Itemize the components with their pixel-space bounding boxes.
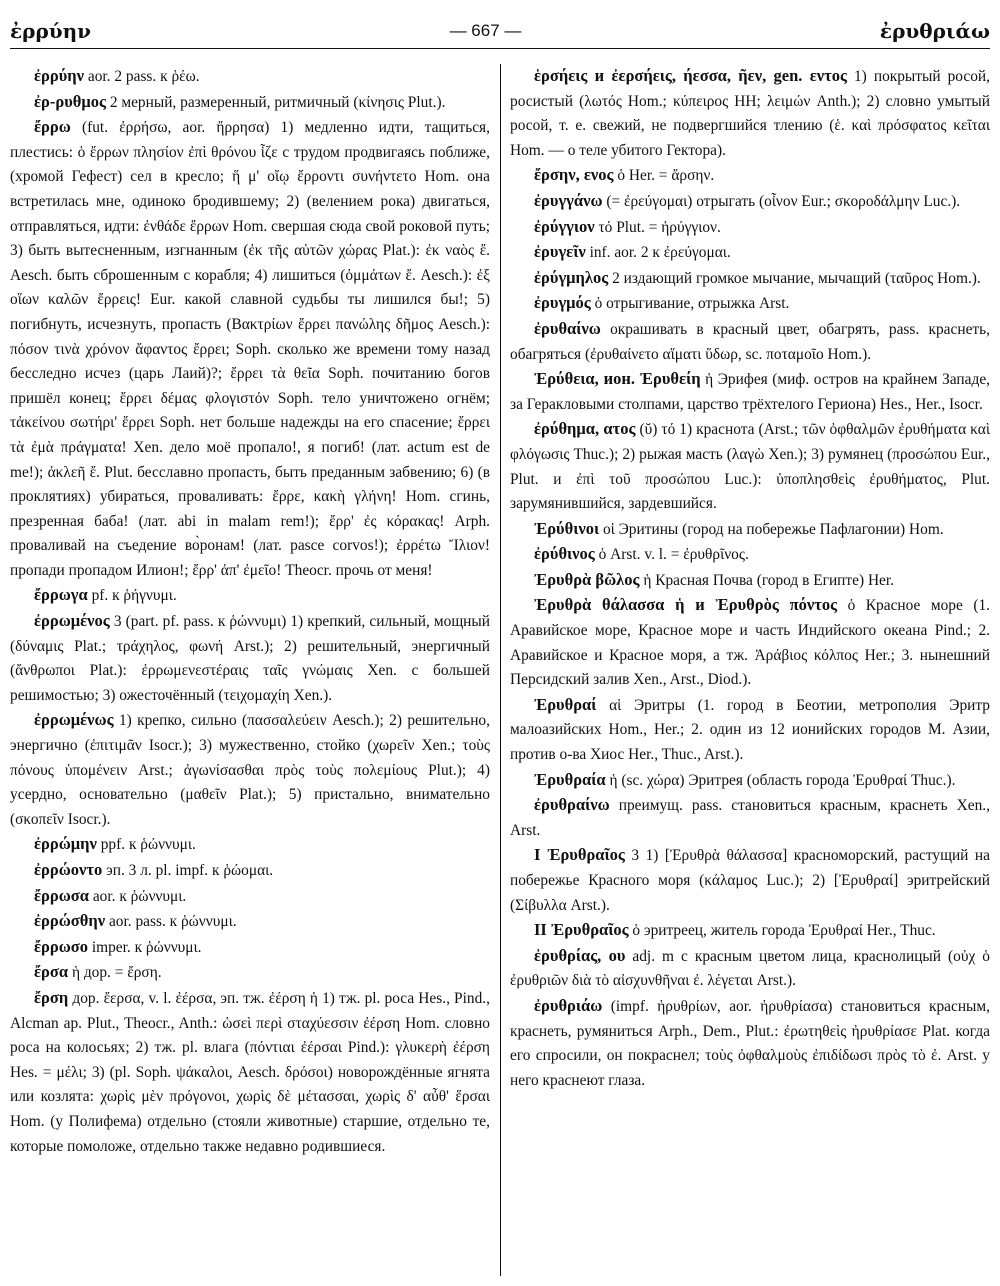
dictionary-entry	[510, 64, 990, 163]
dictionary-entry	[510, 517, 990, 543]
entry-lemma: ἔρσα	[34, 962, 69, 982]
entry-lemma: ἐρυθρίας, ου	[534, 945, 626, 965]
entry-definition: adj. m с красным цветом лица, краснолицый (οὐχ ὁ ἐρυθριῶν διὰ τὸ αἰσχυνθῆναι ἐ. λέγεται Arst.).	[510, 947, 990, 990]
entry-lemma: ἐρρώμην	[34, 834, 97, 854]
entry-definition: ὁ Arst. v. l. = ἐρυθρῖνος.	[598, 546, 749, 564]
entry-definition: 2 мерный, размеренный, ритмичный (κίνησις Plut.).	[109, 93, 446, 111]
entry-lemma: ἐρύθινος	[534, 544, 595, 564]
entry-lemma: II Ἐρυθραῖος	[534, 920, 629, 940]
entry-lemma: ἐρρώοντο	[34, 860, 103, 879]
entry-definition: 1) покрытый росой, росистый (λωτός Hom.; κύπειρος HH; λειμών Anth.); 2) словно умытый росой, т. е. свежий, не подвергшийся тлению (ἑ. καὶ πρόσφατος κεῖται Hom. — о теле убитого Гектора).	[510, 68, 990, 159]
left-column	[10, 64, 490, 1282]
entry-lemma: ἐρύγμηλος	[534, 267, 609, 287]
entry-lemma: ἐρύγγιον	[534, 216, 595, 236]
entry-lemma: Ἐρυθραί	[534, 694, 597, 714]
entry-definition: ὁ эритреец, житель города Ἐρυθραί Her., Thuc.	[632, 922, 936, 940]
entry-definition: τό Plut. = ἠρύγγιον.	[598, 218, 721, 236]
dictionary-entry	[510, 240, 990, 266]
entry-definition: (fut. ἐρρήσω, aor. ἤρρησα) 1) медленно идти, тащиться, плестись: ὁ ἔρρων πλησίον ἐπὶ θρόνου ἷζε с трудом продвигаясь поближе, (хромой Гефест) сел в кресло; ἥ μ' οἴῳ ἔρροντι συνήντετο Hom. она встретилась мне, одиноко бродившему; 2) (велением рока) двигаться, отправляться, идти: ἐνθάδε ἔρρων Hom. свершая сюда свой роковой путь; 3) быть вытесненным, изгнанным (ἐκ τῆς αὑτῶν χώρας Plat.): ἐκ ναὸς ἔ. Aesch. быть сброшенным с корабля; 4) лишиться (ὀμμάτων ἔ. Aesch.): ἐξ οἵων καλῶν ἔρρεις! Eur. какой славной судьбы ты лишился бы!; 5) погибнуть, исчезнуть, пропасть (Βακτρίων ἔρρει πανώλης δῆμος Aesch.): πόσον τινὰ χρόνον ἄφαντος ἔρρει; Soph. сколько же времени тому назад бесследно исчез (царь Лаий)?; ἔρρει τὰ θεῖα Soph. почитанию богов пришёл конец; ἔρρει δέμας φλογιστόν Soph. тело уничтожено огнём; τἀκείνου σωτήρι' ἔρρει Soph. нет больше надежды на его спасение; ἔρρει τὰ ἐμὰ πράγματα! Xen. дело моё пропало!, я погиб! (лат. actum est de me!); ἀκλεῆ ἔ. Plut. бесславно пропасть, быть преданным забвению; 6) (в проклятиях) убираться, проваливать: ἔρρε, κακὴ γλήνη! Hom. сгинь, презренная баба! (лат. abi in malam rem!); ἔρρ' ἐς κόρακας! Arph. проваливай на съедение во̀ронам! (лат. pasce corvos!); ἐρρέτω Ἴλιον! пропади пропадом Илион!; ἔρρ' ἀπ' ἐμεῖο! Theocr. прочь от меня!	[10, 119, 490, 579]
entry-definition: ἡ дор. = ἔρση.	[71, 964, 162, 982]
dictionary-entry	[10, 64, 490, 90]
entry-definition: ὁ Красное море (1. Аравийское море, Красное море и часть Индийского океана Pind.; 2. Аравийское и Красное моря, а тж. Ἀράβιος κόλπος Her.; 3. нынешний Персидский залив Xen., Arst., Diod.).	[510, 597, 990, 689]
entry-definition: 3 (part. pf. pass. к ῥώννυμι) 1) крепкий, сильный, мощный (δύναμις Plat.; τράχηλος, φωνή Arst.); 2) решительный, энергичный (ἄνθρωποι Plat.): ἐρρωμενεστέραις ταῖς γνώμαις Xen. с большей решимостью; 3) ожесточённый (τειχομαχίη Xen.).	[10, 613, 490, 704]
entry-lemma: Ἐρυθραία	[534, 769, 606, 789]
entry-lemma: ἐρυγμός	[534, 293, 591, 313]
dictionary-entry	[510, 944, 990, 994]
entry-definition: окрашивать в красный цвет, обагрять, pass. краснеть, обагряться (ἐρυθαίνετο αἵματι ὕδωρ, sc. ποταμοῖο Hom.).	[510, 320, 990, 363]
dictionary-entry	[510, 215, 990, 241]
entry-lemma: ἐρύθημα, ατος	[534, 419, 636, 439]
dictionary-entry	[10, 960, 490, 986]
entry-definition: ppf. к ῥώννυμι.	[100, 836, 196, 854]
dictionary-entry	[510, 843, 990, 918]
entry-definition: οἱ Эритины (город на побережье Пафлагонии) Hom.	[602, 520, 944, 538]
entry-lemma: ἔρρωγα	[34, 585, 88, 605]
dictionary-entry	[510, 163, 990, 189]
entry-definition: 1) крепко, сильно (πασσαλεύειν Aesch.); 2) решительно, энергично (ἐπιτιμᾶν Isocr.); 3) мужественно, стойко (χωρεῖν Xen.; τοὺς πόνους ὑπομένειν Arst.; ἀγωνίσασθαι πρὸς τοὺς πολεμίους Plut.); 4) усердно, основательно (μαθεῖν Plat.); 5) пристально, внимательно (σκοπεῖν Isocr.).	[10, 712, 490, 828]
entry-lemma: ἔρρω	[34, 117, 71, 137]
dictionary-entry	[510, 793, 990, 843]
dictionary-entry	[10, 909, 490, 935]
entry-definition: (impf. ἠρυθρίων, aor. ἠρυθρίασα) становиться красным, краснеть, румяниться Arph., Dem., Plut.: ἐρωτηθεὶς ἠρυθρίασε Plat. когда его спросили, он покраснел; τοὺς ὀφθαλμοὺς ἐπιδίδωσι πρὸς τὸ ἐ. Arst. у него краснеют глаза.	[510, 997, 990, 1089]
entry-definition: 2 издающий громкое мычание, мычащий (ταῦρος Hom.).	[612, 269, 981, 287]
entry-definition: ἡ Красная Почва (город в Египте) Her.	[643, 571, 895, 589]
dictionary-entry	[510, 568, 990, 594]
entry-lemma: Ἐρυθρὰ θάλασσα ἡ и Ἐρυθρὸς πόντος	[534, 595, 838, 615]
entry-definition: ὁ отрыгивание, отрыжка Arst.	[594, 295, 790, 313]
entry-definition: imper. к ῥώννυμι.	[91, 938, 202, 956]
entry-definition: ἡ (sc. χώρα) Эритрея (область города Ἐρυθραί Thuc.).	[609, 771, 956, 789]
entry-definition: преимущ. pass. становиться красным, краснеть Xen., Arst.	[510, 797, 990, 839]
entry-lemma: ἑρσήεις и ἐερσήεις, ήεσσα, ῆεν, gen. εντος	[534, 66, 847, 85]
entry-definition: эп. 3 л. pl. impf. к ῥώομαι.	[106, 862, 274, 879]
dictionary-entry	[510, 542, 990, 568]
dictionary-entry	[510, 317, 990, 367]
dictionary-entry	[10, 935, 490, 961]
dictionary-entry	[510, 593, 990, 692]
entry-lemma: ἐρυγεῖν	[534, 242, 586, 262]
entry-lemma: ἐρ-ρυθμος	[34, 91, 106, 111]
entry-definition: (ῠ) τό 1) краснота (Arst.; τῶν ὀφθαλμῶν ἐρυθήματα καὶ φλόγωσις Thuc.); 2) рыжая масть (λαγὼ Xen.); 3) румянец (προσώπου Eur., Plut. и ἐπὶ τοῦ προσώπου Luc.): ὑποπλησθεὶς ἐρυθήματος, Plut. зарумянившийся, зардевшийся.	[510, 421, 990, 513]
dictionary-entry	[510, 768, 990, 794]
dictionary-entry	[10, 609, 490, 708]
entry-lemma: ἔρση	[34, 987, 69, 1007]
entry-definition: 3 1) [Ἐρυθρὰ θάλασσα] красноморский, растущий на побережье Красного моря (κάλαμος Luc.); 2) [Ἐρυθραί] эритрейский (Σίβυλλα Arst.).	[510, 847, 990, 914]
dictionary-entry	[10, 708, 490, 832]
entry-definition: (= ἐρεύγομαι) отрыгать (οἶνον Eur.; σκοροδάλμην Luc.).	[606, 192, 961, 210]
dictionary-entry	[10, 583, 490, 609]
entry-lemma: ἔρρωσο	[34, 936, 88, 956]
entry-lemma: ἐρρωμένος	[34, 611, 110, 631]
dictionary-entry	[510, 994, 990, 1093]
entry-lemma: I Ἐρυθραῖος	[534, 845, 625, 865]
entry-lemma: ἐρρωμένως	[34, 710, 114, 730]
entry-lemma: ἔρσην, ενος	[534, 165, 614, 185]
entry-definition: aor. 2 pass. к ῥέω.	[87, 68, 200, 85]
dictionary-entry	[10, 884, 490, 910]
dictionary-entry	[10, 90, 490, 116]
entry-lemma: ἐρυγγάνω	[534, 190, 603, 210]
entry-lemma: Ἐρύθεια, ион. Ἐρυθείη	[534, 369, 701, 389]
dictionary-entry	[510, 266, 990, 292]
entry-lemma: Ἐρύθινοι	[534, 518, 600, 538]
entry-lemma: ἐρρώσθην	[34, 911, 106, 931]
entry-definition: pf. к ῥήγνυμι.	[91, 587, 177, 605]
entry-definition: aor. pass. к ῥώννυμι.	[108, 913, 237, 931]
dictionary-entry	[10, 832, 490, 858]
entry-lemma: ἐρυθριάω	[534, 995, 603, 1015]
dictionary-entry	[510, 367, 990, 417]
page-number: — 667 —	[449, 21, 522, 40]
dictionary-entry	[510, 189, 990, 215]
left-running-head: ἐρρύην	[10, 19, 92, 43]
column-divider	[500, 64, 501, 1276]
dictionary-entry	[10, 115, 490, 583]
dictionary-entry	[510, 291, 990, 317]
entry-definition: aor. к ῥώννυμι.	[92, 887, 187, 905]
right-column	[510, 64, 990, 1282]
dictionary-entry	[510, 693, 990, 768]
right-running-head: ἐρυθριάω	[879, 19, 990, 43]
entry-definition: ὁ Her. = ἄρσην.	[617, 167, 715, 185]
entry-lemma: ἔρρωσα	[34, 885, 89, 905]
dictionary-entry	[10, 986, 490, 1159]
entry-lemma: ἐρρύην	[34, 66, 85, 85]
dictionary-entry	[10, 858, 490, 884]
entry-definition: inf. aor. 2 к ἐρεύγομαι.	[589, 244, 731, 262]
entry-lemma: ἐρυθραίνω	[534, 795, 610, 815]
page-header	[10, 14, 990, 49]
entry-definition: дор. ἔερσα, v. l. ἐέρσα, эп. тж. ἐέρση ἡ 1) тж. pl. роса Hes., Pind., Alcman ap. Plut., Theocr., Anth.: ὡσεὶ περὶ σταχύεσσιν ἐέρση Hom. словно роса на колосьях; 2) тж. pl. влага (πόντιαι ἐέρσαι Pind.): γλυκερὴ ἐέρση Hes. = μέλι; 3) (pl. Soph. ψάκαλοι, Aesch. δρόσοι) новорождённые ягнята или козлята: χωρὶς μὲν πρόγονοι, χωρὶς δὲ μέτασσαι, χωρὶς δ' αὖθ' ἕρσαι Hom. (у Полифема) отдельно (стояли животные) старшие, отдельно те, которые помоложе, отдельно также недавно родившиеся.	[10, 989, 490, 1155]
dictionary-entry	[510, 417, 990, 516]
entry-lemma: ἐρυθαίνω	[534, 318, 601, 338]
dictionary-entry	[510, 918, 990, 944]
entry-definition: ἡ Эрифея (миф. остров на крайнем Западе, за Геракловыми столпами, царство трёхтелого Гериона) Hes., Her., Isocr.	[510, 371, 990, 413]
entry-lemma: Ἐρυθρὰ βῶλος	[534, 569, 640, 589]
entry-definition: αἱ Эритры (1. город в Беотии, метрополия Эритр малоазийских Hom., Her.; 2. один из 12 ионийских городов М. Азии, против о-ва Хиос Her., Thuc., Arst.).	[510, 696, 990, 764]
